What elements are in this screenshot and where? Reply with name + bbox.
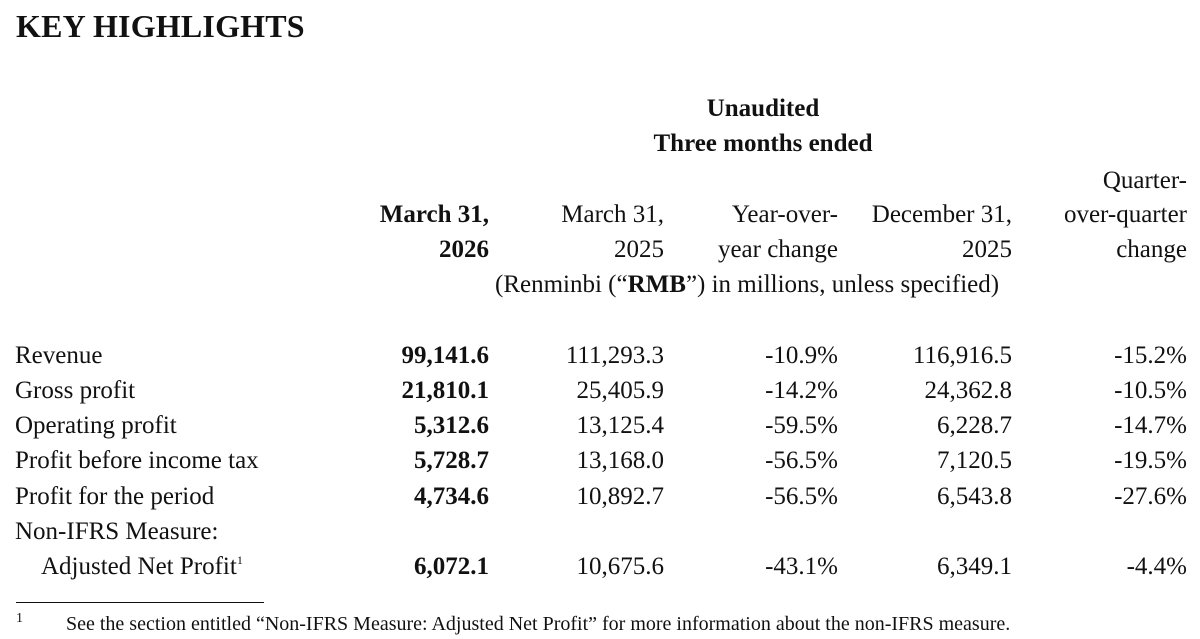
cell-operating-profit-mar2025: 13,125.4	[576, 412, 664, 439]
cell-operating-profit-dec2025: 6,228.7	[937, 412, 1012, 439]
cell-revenue-mar2026: 99,141.6	[401, 342, 489, 369]
cell-operating-profit-mar2026: 5,312.6	[414, 412, 489, 439]
col-header-yoy-line2: year change	[717, 236, 838, 263]
section-label-non-ifrs: Non-IFRS Measure:	[15, 518, 219, 545]
col-header-qoq-line1: over-quarter	[1063, 201, 1187, 228]
footnote-mark: 1	[16, 611, 23, 626]
cell-operating-profit-yoy: -59.5%	[765, 412, 838, 439]
units-note: (Renminbi (“RMB”) in millions, unless specified)	[495, 271, 1000, 298]
col-header-mar2026-line1: March 31,	[379, 201, 489, 228]
row-label-profit-for-period: Profit for the period	[15, 483, 215, 510]
group-header-unaudited: Unaudited	[706, 95, 820, 122]
cell-profit-before-tax-qoq: -19.5%	[1114, 447, 1187, 474]
row-label-gross-profit: Gross profit	[15, 377, 136, 404]
cell-profit-for-period-mar2026: 4,734.6	[414, 483, 489, 510]
col-header-qoq-line2: change	[1116, 236, 1187, 263]
cell-adjusted-net-profit-qoq: -4.4%	[1126, 553, 1187, 580]
col-header-mar2025-line2: 2025	[614, 236, 664, 263]
cell-adjusted-net-profit-yoy: -43.1%	[765, 553, 838, 580]
cell-gross-profit-yoy: -14.2%	[765, 377, 838, 404]
cell-gross-profit-qoq: -10.5%	[1114, 377, 1187, 404]
row-label-operating-profit: Operating profit	[15, 412, 177, 439]
cell-gross-profit-mar2025: 25,405.9	[576, 377, 664, 404]
group-header-period: Three months ended	[653, 130, 873, 157]
footnote-ref: 1	[236, 553, 243, 567]
row-label-profit-before-tax: Profit before income tax	[15, 447, 259, 474]
col-header-mar2025-line1: March 31,	[561, 201, 664, 228]
cell-revenue-dec2025: 116,916.5	[912, 342, 1012, 369]
cell-operating-profit-qoq: -14.7%	[1114, 412, 1187, 439]
cell-profit-for-period-qoq: -27.6%	[1114, 483, 1187, 510]
footnote-text: See the section entitled “Non-IFRS Measure: Adjusted Net Profit” for more information about the non-IFRS measure.	[66, 613, 1011, 635]
cell-profit-for-period-yoy: -56.5%	[765, 483, 838, 510]
page-title: KEY HIGHLIGHTS	[16, 8, 305, 44]
cell-profit-before-tax-dec2025: 7,120.5	[937, 447, 1012, 474]
col-header-dec2025-line1: December 31,	[871, 201, 1012, 228]
col-header-yoy-line1: Year-over-	[731, 201, 838, 228]
cell-revenue-qoq: -15.2%	[1114, 342, 1187, 369]
cell-profit-before-tax-yoy: -56.5%	[765, 447, 838, 474]
cell-revenue-yoy: -10.9%	[765, 342, 838, 369]
cell-adjusted-net-profit-dec2025: 6,349.1	[937, 553, 1012, 580]
row-label-adjusted-net-profit: Adjusted Net Profit$^1$	[41, 553, 243, 580]
cell-profit-before-tax-mar2025: 13,168.0	[576, 447, 664, 474]
footnote-divider	[16, 602, 264, 603]
col-header-mar2026-line2: 2026	[439, 236, 489, 263]
cell-adjusted-net-profit-mar2025: 10,675.6	[576, 553, 664, 580]
cell-profit-for-period-dec2025: 6,543.8	[937, 483, 1012, 510]
cell-adjusted-net-profit-mar2026: 6,072.1	[414, 553, 489, 580]
cell-profit-before-tax-mar2026: 5,728.7	[414, 447, 489, 474]
col-header-dec2025-line2: 2025	[962, 236, 1012, 263]
row-label-revenue: Revenue	[15, 342, 103, 369]
cell-gross-profit-dec2025: 24,362.8	[924, 377, 1012, 404]
cell-revenue-mar2025: 111,293.3	[565, 342, 664, 369]
col-header-qoq-line0: Quarter-	[1102, 167, 1187, 194]
cell-gross-profit-mar2026: 21,810.1	[401, 377, 489, 404]
cell-profit-for-period-mar2025: 10,892.7	[576, 483, 664, 510]
